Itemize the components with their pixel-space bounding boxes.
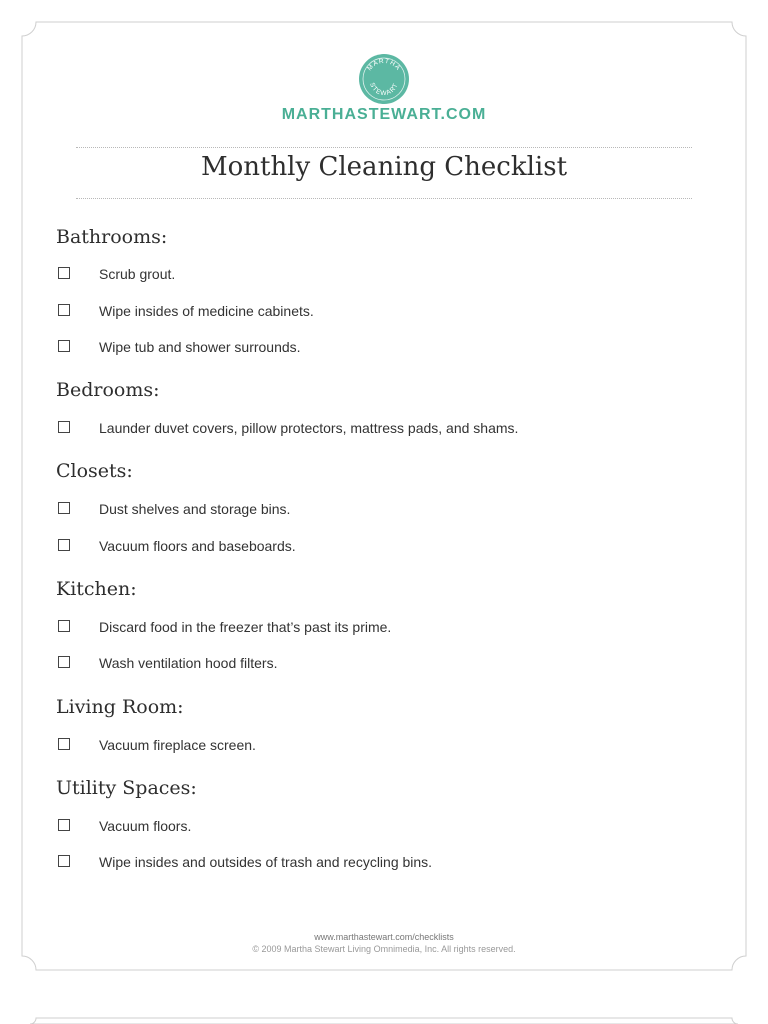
section-heading-bedrooms: Bedrooms: [56, 379, 160, 401]
checklist-item[interactable] [56, 538, 716, 558]
item-label: Scrub grout. [99, 266, 176, 282]
checklist-item[interactable] [56, 854, 716, 874]
checkbox-icon[interactable] [58, 340, 70, 352]
checklist-item[interactable] [56, 818, 716, 838]
section-heading-kitchen: Kitchen: [56, 578, 137, 600]
page-title: Monthly Cleaning Checklist [200, 152, 568, 182]
brand-first: MARTHA [281, 106, 358, 123]
checklist-item[interactable] [56, 619, 716, 639]
section-heading-living-room: Living Room: [56, 696, 184, 718]
brand-wordmark [0, 106, 768, 124]
checklist-item[interactable] [56, 303, 716, 323]
checklist-item[interactable] [56, 655, 716, 675]
item-label: Wipe insides and outsides of trash and recycling bins. [99, 854, 433, 870]
footer-copyright: © 2009 Martha Stewart Living Omnimedia, Inc. All rights reserved. [252, 944, 516, 954]
checklist-item[interactable] [56, 420, 716, 440]
title-rule-top [76, 147, 692, 148]
checkbox-icon[interactable] [58, 539, 70, 551]
title-rule-bottom [76, 198, 692, 199]
footer-url[interactable]: www.marthastewart.com/checklists [314, 932, 454, 942]
checklist-item[interactable] [56, 266, 716, 286]
brand-second: STEWART.COM [357, 106, 487, 123]
checkbox-icon[interactable] [58, 819, 70, 831]
checkbox-icon[interactable] [58, 656, 70, 668]
checkbox-icon[interactable] [58, 620, 70, 632]
checklist-item[interactable] [56, 339, 716, 359]
svg-text:MARTHA: MARTHA [366, 57, 402, 73]
item-label: Launder duvet covers, pillow protectors, mattress pads, and shams. [99, 420, 519, 436]
svg-text:STEWART: STEWART [368, 81, 400, 98]
item-label: Dust shelves and storage bins. [99, 501, 291, 517]
checkbox-icon[interactable] [58, 304, 70, 316]
checklist-item[interactable] [56, 501, 716, 521]
item-label: Vacuum floors and baseboards. [99, 538, 296, 554]
item-label: Discard food in the freezer that’s past its prime. [99, 619, 392, 635]
item-label: Wash ventilation hood filters. [99, 655, 278, 671]
section-heading-bathrooms: Bathrooms: [56, 226, 168, 248]
martha-stewart-logo-seal [359, 54, 409, 104]
checkbox-icon[interactable] [58, 738, 70, 750]
section-heading-utility-spaces: Utility Spaces: [56, 777, 197, 799]
item-label: Wipe tub and shower surrounds. [99, 339, 301, 355]
checkbox-icon[interactable] [58, 421, 70, 433]
item-label: Vacuum floors. [99, 818, 192, 834]
section-heading-closets: Closets: [56, 460, 133, 482]
checkbox-icon[interactable] [58, 267, 70, 279]
checkbox-icon[interactable] [58, 502, 70, 514]
checklist-item[interactable] [56, 737, 716, 757]
item-label: Wipe insides of medicine cabinets. [99, 303, 314, 319]
item-label: Vacuum fireplace screen. [99, 737, 256, 753]
checkbox-icon[interactable] [58, 855, 70, 867]
